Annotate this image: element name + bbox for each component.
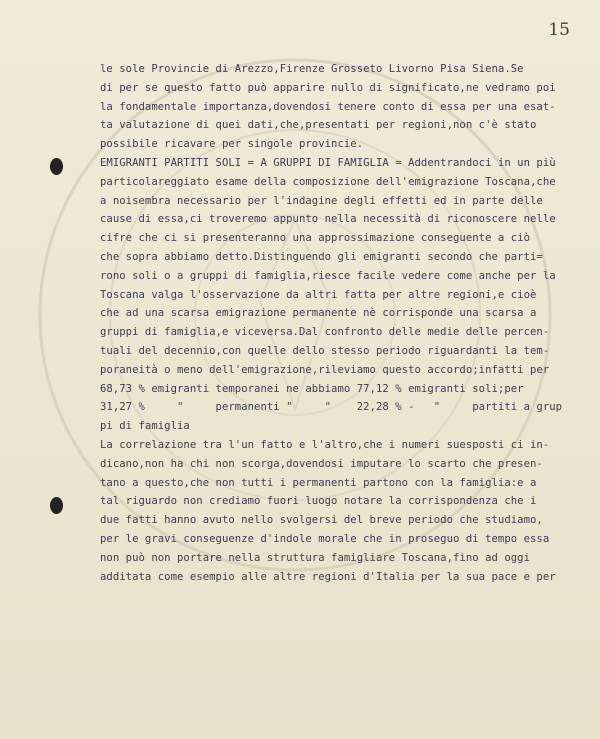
punch-hole xyxy=(50,497,63,514)
text-line: poraneità o meno dell'emigrazione,rileviamo questo accordo;infatti per xyxy=(100,363,550,376)
text-line: due fatti hanno avuto nello svolgersi del breve periodo che studiamo, xyxy=(100,514,543,527)
text-line: Toscana valga l'osservazione da altri fatta per altre regioni,e cioè xyxy=(100,288,537,301)
section-heading-line: EMIGRANTI PARTITI SOLI = A GRUPPI DI FAMIGLIA = Addentrandoci in un più xyxy=(100,156,556,169)
page-number: 15 xyxy=(548,20,570,40)
punch-hole xyxy=(50,158,63,175)
text-line: cause di essa,ci troveremo appunto nella necessità di riconoscere nelle xyxy=(100,213,556,226)
text-line: tano a questo,che non tutti i permanenti partono con la famiglia:e a xyxy=(100,476,537,489)
text-line: di per se questo fatto può apparire nullo di significato,ne vedramo poi xyxy=(100,81,556,94)
text-line: non può non portare nella struttura famigliare Toscana,fino ad oggi xyxy=(100,551,531,564)
text-line: cifre che ci si presenteranno una approssimazione conseguente a ciò xyxy=(100,232,531,245)
text-line: a noisembra necessario per l'indagine degli effetti ed in parte delle xyxy=(100,194,543,207)
text-line: rono soli o a gruppi di famiglia,riesce facile vedere come anche per la xyxy=(100,269,556,282)
typed-text-body xyxy=(100,60,580,586)
text-line: gruppi di famiglia,e viceversa.Dal confronto delle medie delle percen- xyxy=(100,326,550,339)
text-line: particolareggiato esame della composizione dell'emigrazione Toscana,che xyxy=(100,175,556,188)
text-line: per le gravi conseguenze d'indole morale che in proseguo di tempo essa xyxy=(100,532,550,545)
text-line: tuali del decennio,con quelle dello stesso periodo riguardanti la tem- xyxy=(100,344,550,357)
text-line: le sole Provincie di Arezzo,Firenze Grosseto Livorno Pisa Siena.Se xyxy=(100,63,524,75)
text-line: ta valutazione di quei dati,che,presentati per regioni,non c'è stato xyxy=(100,119,537,132)
text-line: possibile ricavare per singole provincie. xyxy=(100,138,364,151)
text-line: additata come esempio alle altre regioni d'Italia per la sua pace e per xyxy=(100,570,556,583)
text-line: la fondamentale importanza,dovendosi tenere conto di essa per una esat- xyxy=(100,100,556,113)
text-line: che sopra abbiamo detto.Distinguendo gli emigranti secondo che parti= xyxy=(100,250,543,263)
text-line: dicano,non ha chi non scorga,dovendosi imputare lo scarto che presen- xyxy=(100,457,543,470)
text-line: che ad una scarsa emigrazione permanente nè corrisponde una scarsa a xyxy=(100,307,537,320)
text-line: tal riguardo non crediamo fuori luogo notare la corrispondenza che i xyxy=(100,495,537,508)
text-line: pi di famiglia xyxy=(100,420,190,433)
text-line: La correlazione tra l'un fatto e l'altro,che i numeri suesposti ci in- xyxy=(100,438,550,451)
text-line: 68,73 % emigranti temporanei ne abbiamo 77,12 % emigranti soli;per xyxy=(100,382,524,395)
text-line: 31,27 % " permanenti " " 22,28 % - " partiti a grup xyxy=(100,401,563,414)
